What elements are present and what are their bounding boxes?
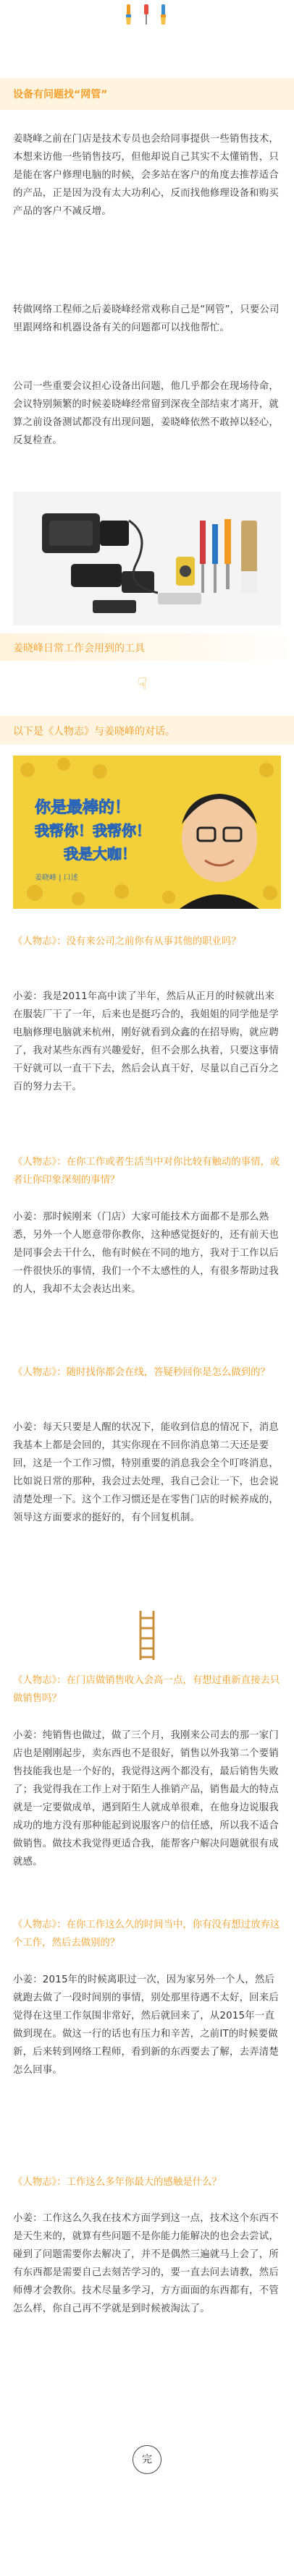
question-speaker: 《人物志》： bbox=[13, 1920, 67, 1930]
question-speaker: 《人物志》： bbox=[13, 1367, 67, 1378]
paintbrush-icon bbox=[161, 4, 166, 25]
question-1 bbox=[13, 933, 281, 951]
pointing-hand-icon: ☟ bbox=[138, 675, 148, 693]
question-text: 随时找你都会在线，答疑秒回你是怎么做到的？ bbox=[66, 1367, 270, 1378]
answer-speaker: 小姜： bbox=[13, 1422, 43, 1433]
answer-speaker: 小姜： bbox=[13, 1974, 43, 1985]
question-5 bbox=[13, 1916, 281, 1952]
tools-caption: 姜晓峰日常工作会用到的工具 bbox=[13, 643, 145, 654]
tools-photo bbox=[13, 492, 281, 625]
answer-text: 我是2011年高中读了半年，然后从正月的时候就出来在服装厂干了一年，后来也是挺巧合的，我姐姐的同学他是学电脑修理电脑就来杭州，刚好就看到众鑫的在招导购，就应聘了，我对某些东西有兴趣爱好，但不会那么执着，只要这事情干好就可以一直干下去，然后会认真干好，尽量以自己百分之百的努力去干。 bbox=[13, 991, 279, 1092]
paintbrush-icon bbox=[126, 4, 131, 25]
interview-banner bbox=[13, 756, 281, 909]
banner-text-line-3: 我是大咖！ bbox=[64, 845, 136, 863]
question-speaker: 《人物志》： bbox=[13, 1157, 67, 1168]
question-text: 在门店做销售收入会高一点，有想过重新直接去只做销售吗？ bbox=[13, 1675, 280, 1704]
dialog-intro-title: 以下是《人物志》与姜晓峰的对话。 bbox=[13, 726, 175, 737]
screwdriver-icon bbox=[144, 4, 148, 25]
answer-speaker: 小姜： bbox=[13, 1730, 43, 1741]
intro-paragraph-3: 公司一些重要会议担心设备出问题，他几乎都会在现场待命，会议特别频繁的时候姜晓峰经常留到深夜全部结束才离开，就算之前设备测试都没有出现问题，姜晓峰依然不敢掉以轻心，反复检查。 bbox=[13, 381, 279, 446]
answer-speaker: 小姜： bbox=[13, 2213, 43, 2224]
answer-4 bbox=[13, 1726, 281, 1871]
tools-caption-bar bbox=[0, 633, 294, 661]
question-6 bbox=[13, 2173, 281, 2191]
answer-speaker: 小姜： bbox=[13, 1212, 43, 1223]
dialog-intro-bar bbox=[0, 716, 294, 745]
answer-speaker: 小姜： bbox=[13, 991, 43, 1002]
answer-5 bbox=[13, 1971, 281, 2079]
intro-paragraph-2: 转做网络工程师之后姜晓峰经常戏称自己是“网管”，只要公司里跟网络和机器设备有关的问题都可以找他帮忙。 bbox=[13, 304, 280, 333]
section-title-bar bbox=[0, 78, 294, 110]
intro-paragraph-1: 姜晓峰之前在门店是技术专员也会给同事提供一些销售技术，本想来访他一些销售技巧，但他却说自己其实不太懂销售，只是能在客户修理电脑的时候，会多站在客户的角度去推荐适合的产品，正是因为没有太大功利心，反而找他修理设备和购买产品的客户不减反增。 bbox=[13, 134, 279, 217]
answer-2 bbox=[13, 1208, 281, 1298]
ladder-icon bbox=[138, 1609, 156, 1661]
answer-text: 每天只要是人醒的状况下，能收到信息的情况下，消息我基本上都是会回的，其实你现在不回你消息第二天还是要回，这是一个工作习惯，特别重要的消息我会全个叮咚消息，比如说日常的那种，我会过去处理，我自己会让一下，也会说清楚处理一下。这个工作习惯还是在零售门店的时候养成的，领导这方面要求的挺好的，有个回复机制。 bbox=[13, 1422, 279, 1523]
answer-text: 2015年的时候离职过一次，因为家另外一个人，然后就跑去做了一段时间别的事情，别处那里待遇不太好，回来后觉得在这里工作氛围非常好，然后就回来了，从2015年一直做到现在。做这一行的话也有压力和辛苦，之前IT的时候要做新，后来转到网络工程师，看到新的东西要去了解，去弄清楚怎么回事。 bbox=[13, 1974, 279, 2076]
question-text: 工作这么多年你最大的感触是什么？ bbox=[66, 2177, 222, 2188]
answer-3 bbox=[13, 1418, 281, 1527]
header-tools-icons bbox=[118, 0, 176, 27]
answer-6 bbox=[13, 2209, 281, 2318]
banner-caption: 姜晓峰 | 口述 bbox=[35, 874, 78, 882]
question-text: 在你工作这么久的时间当中，你有没有想过放弃这个工作，然后去做别的？ bbox=[13, 1920, 280, 1948]
question-2 bbox=[13, 1153, 281, 1189]
question-speaker: 《人物志》： bbox=[13, 936, 67, 947]
answer-text: 纯销售也做过，做了三个月，我刚来公司去的那一家门店也是刚刚起步，卖东西也不是很好，销售以外我第二个要销售技能我也是一个好的，我觉得这两个都没有，最后销售失败了；我觉得我在工作上对于陌生人推销产品，销售最大的特点就是一定要做成单，遇到陌生人就成单很难，在他身边说服我成功的地方没有那种能起到说服客户的信任感，所以我不适合做销售。做技术我觉得更适合我，能帮客户解决问题就很有成就感。 bbox=[13, 1730, 279, 1867]
question-3 bbox=[13, 1364, 281, 1382]
answer-1 bbox=[13, 988, 281, 1096]
question-text: 在你工作或者生活当中对你比较有触动的事情，或者让你印象深刻的事情？ bbox=[13, 1157, 280, 1186]
answer-text: 工作这么久我在技术方面学到这一点，技术这个东西不是天生来的，就算有些问题不是你能力能解决的也会去尝试，碰到了问题需要你去解决了，并不是偶然三遍就马上会了，所有东西都是需要自己去刻苦学习的，要一直去问去请教，然后师傅才会教你。技术尽量多学习，方方面面的东西都有，不管怎么样，你自己再不学就是到时候被淘汰了。 bbox=[13, 2213, 279, 2314]
section-title: 设备有问题找“网管” bbox=[13, 89, 108, 100]
question-text: 没有来公司之前你有从事其他的职业吗？ bbox=[66, 936, 241, 947]
end-mark bbox=[133, 2445, 161, 2474]
question-4 bbox=[13, 1672, 281, 1708]
end-label: 完 bbox=[142, 2454, 152, 2465]
banner-text-line-1: 你是最棒的！ bbox=[35, 799, 131, 817]
banner-text-line-2: 我帮你！我帮你！ bbox=[35, 822, 151, 839]
question-speaker: 《人物志》： bbox=[13, 2177, 67, 2188]
question-speaker: 《人物志》： bbox=[13, 1675, 67, 1686]
answer-text: 那时候刚来（门店）大家可能技术方面都不是那么熟悉，另外一个人愿意带你教你，这种感觉挺好的，还有前天也是同事会去干什么，他有时候在不同的地方，我对于工作以后一件很快乐的事情，我们一个不太感性的人，有很多帮助过我的人，我却不太会表达出来。 bbox=[13, 1212, 279, 1295]
